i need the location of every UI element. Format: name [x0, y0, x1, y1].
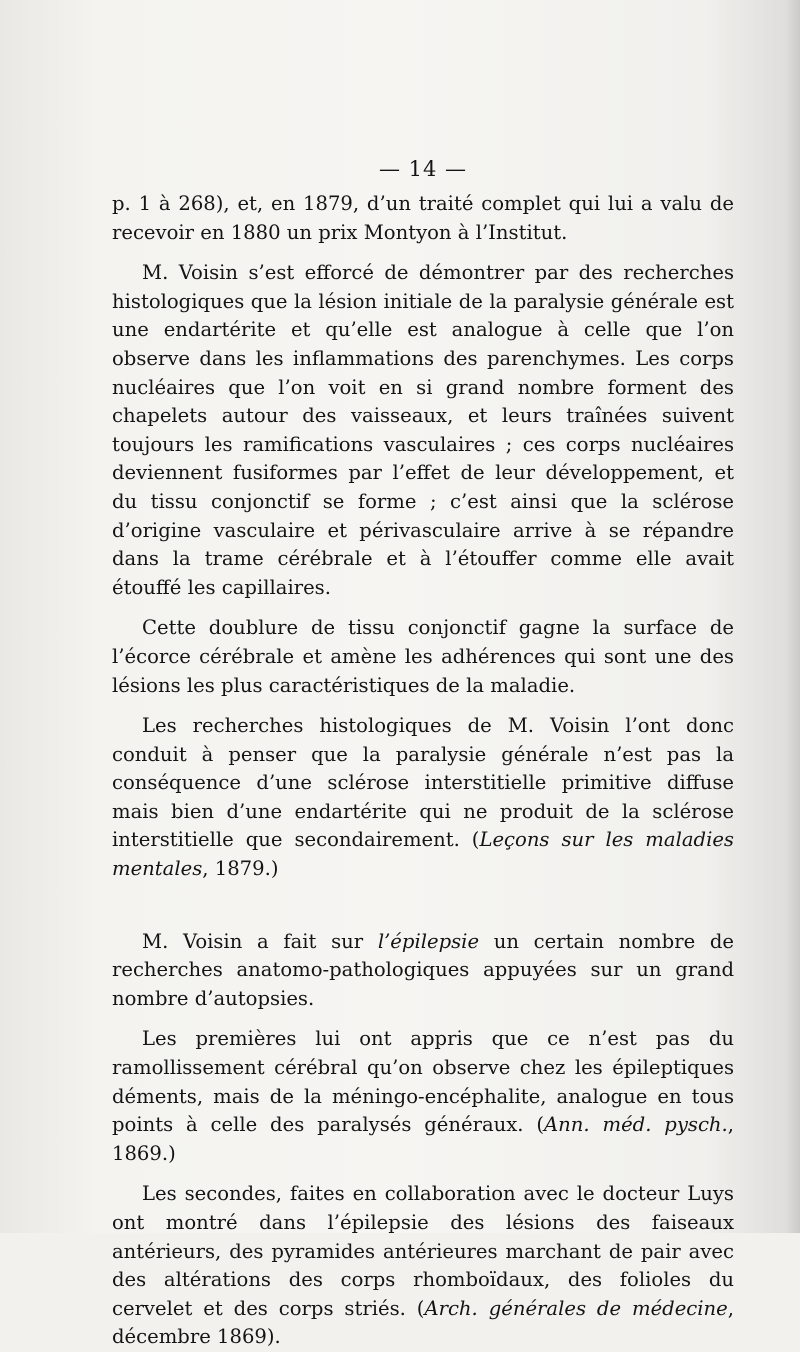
paragraph-text-before: Les premières lui ont appris que ce n’est pas du ramollissement cérébral qu’on observe chez les épileptiques déments, mais de la méningo-encéphalite, analogue en tous points à celle des paralysés généraux. (: [112, 1027, 734, 1137]
citation-italic: Ann. méd. pysch.: [544, 1113, 728, 1137]
paragraph-recherches-histologiques: [112, 712, 734, 884]
paragraph-premieres: [112, 1025, 734, 1168]
citation-italic: Leçons sur les maladies mentales: [112, 828, 734, 881]
page-number: — 14 —: [378, 157, 468, 181]
page-edge-shadow: [786, 0, 800, 1233]
paragraph-secondes: [112, 1180, 734, 1352]
paragraph-doublure-tissu: Cette doublure de tissu conjonctif gagne la surface de l’écorce cérébrale et amène les adhérences qui sont une des lésions les plus caractéristiques de la maladie.: [112, 616, 734, 697]
term-italic: l’épilepsie: [377, 929, 480, 953]
paragraph-voisin-endarterite: M. Voisin s’est efforcé de démontrer par des recherches histologiques que la lésion initiale de la paralysie générale est une endartérite et qu’elle est analogue à celle que l’on observe dans les inflammations des parenchymes. Les corps nucléaires que l’on voit en si grand nombre forment des chapelets autour des vaisseaux, et leurs traînées suivent toujours les ramifications vasculaires ; ces corps nucléaires deviennent fusiformes par l’effet de leur développement, et du tissu conjonctif se forme ; c’est ainsi que la sclérose d’origine vasculaire et périvasculaire arrive à se répandre dans la trame cérébrale et à l’étouffer comme elle avait étouffé les capillaires.: [112, 261, 734, 599]
paragraph-text-before: Les recherches histologiques de M. Voisin l’ont donc conduit à penser que la paralysie générale n’est pas la conséquence d’une sclérose interstitielle primitive diffuse mais bien d’une endartérite qui ne produit de la sclérose interstitielle que secondairement. (: [112, 714, 734, 852]
paragraph-text-after: , 1869.): [112, 1113, 734, 1165]
paragraph-text-before: M. Voisin a fait sur: [142, 929, 378, 953]
page-text-block: [112, 148, 734, 1352]
paragraph-text-after: un certain nombre de recherches anatomo-pathologiques appuyées sur un grand nombre d’autopsies.: [112, 929, 734, 1010]
paragraph-text-after: , 1879.): [202, 857, 279, 881]
citation-italic: Arch. générales de médecine: [424, 1296, 728, 1320]
paragraph-text-before: Les secondes, faites en collaboration avec le docteur Luys ont montré dans l’épilepsie des lésions des faiseaux antérieurs, des pyramides antérieures marchant de pair avec des altérations des corps rhomboïdaux, des folioles du cervelet et des corps striés. (: [112, 1182, 734, 1320]
paragraph-continuation: p. 1 à 268), et, en 1879, d’un traité complet qui lui a valu de recevoir en 1880 un prix Montyon à l’Institut.: [112, 192, 734, 244]
paragraph-text-after: , décembre 1869).: [112, 1296, 734, 1349]
paragraph-epilepsie: [112, 928, 734, 1014]
